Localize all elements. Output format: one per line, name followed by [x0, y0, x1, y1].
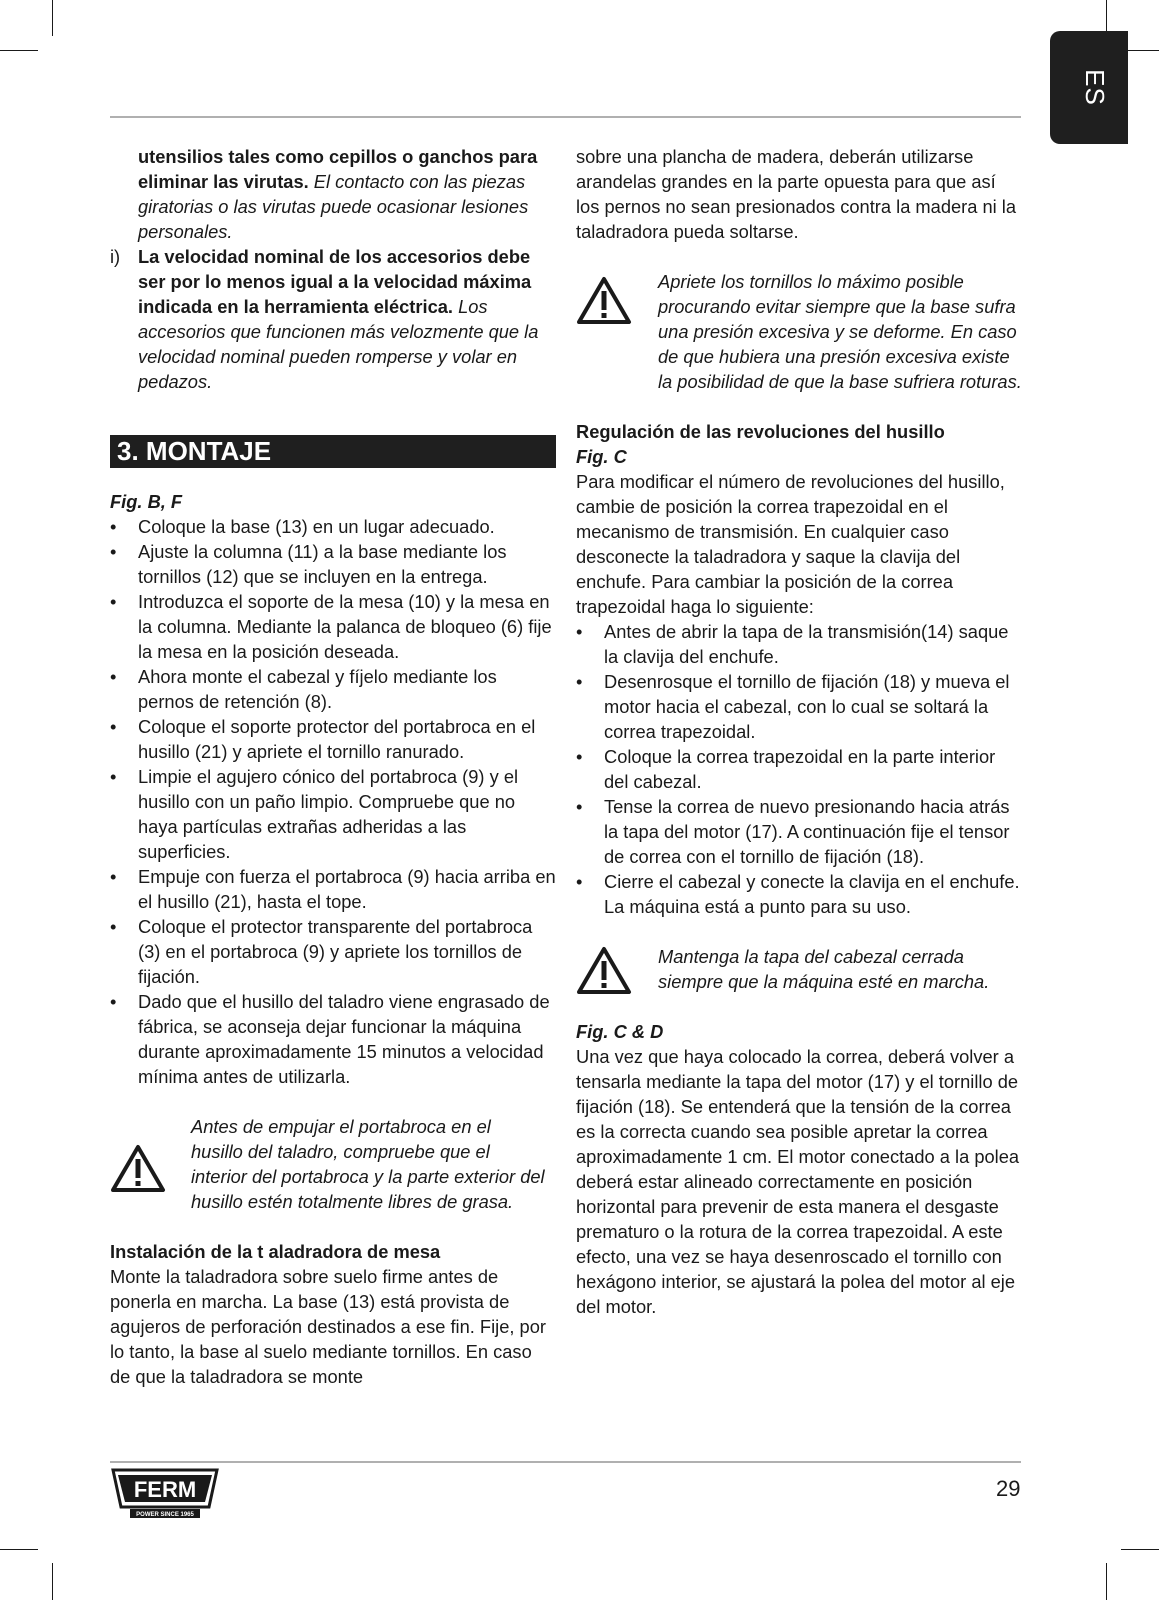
list-item: • Antes de abrir la tapa de la transmisión(14) saque la clavija del enchufe.	[576, 621, 1009, 667]
bullet: •	[576, 621, 583, 642]
header-rule	[110, 116, 1021, 118]
warning-note: Apriete los tornillos lo máximo posible procurando evitar siempre que la base sufra una presión excesiva y se deforme. En caso de que hubiera una presión excesiva existe la posibilidad de que la base sufriera roturas.	[576, 269, 1023, 394]
bullet: •	[576, 746, 583, 767]
list-item: • Coloque el protector transparente del portabroca (3) en el portabroca (9) y apriete los tornillos de fijación.	[110, 916, 533, 987]
bullet: •	[110, 666, 117, 687]
crop-mark	[0, 50, 38, 51]
list-item-i: i) La velocidad nominal de los accesorios debe ser por lo menos igual a la velocidad máxima indicada en la herramienta eléctrica. Los accesorios que funcionen más velozmente que la velocidad nominal pueden romperse y volar en pedazos.	[110, 246, 539, 392]
ferm-logo	[110, 1467, 220, 1519]
bullet: •	[110, 591, 117, 612]
bullet: •	[110, 516, 117, 537]
left-column	[110, 144, 556, 1389]
bullet: •	[110, 916, 117, 937]
crop-mark	[1121, 1549, 1159, 1550]
list-item: • Desenrosque el tornillo de fijación (18) y mueva el motor hacia el cabezal, con lo cual se soltará la correa trapezoidal.	[576, 671, 1010, 742]
list-item: • Introduzca el soporte de la mesa (10) y la mesa en la columna. Mediante la palanca de bloqueo (6) fije la mesa en la posición deseada.	[110, 591, 552, 662]
page-number: 29	[996, 1476, 1021, 1501]
list-item: • Empuje con fuerza el portabroca (9) hacia arriba en el husillo (21), hasta el tope.	[110, 866, 556, 912]
figure-reference: Fig. B, F	[110, 491, 183, 512]
bullet: •	[110, 541, 117, 562]
warning-triangle-icon	[576, 945, 632, 995]
bullet: •	[576, 671, 583, 692]
crop-mark	[52, 0, 53, 36]
bullet: •	[110, 991, 117, 1012]
list-item: • Coloque la base (13) en un lugar adecuado.	[110, 516, 495, 537]
language-tab	[1050, 31, 1128, 144]
list-item: • Tense la correa de nuevo presionando hacia atrás la tapa del motor (17). A continuación fije el tensor de correa con el tornillo de fijación (18).	[576, 796, 1010, 867]
paragraph: sobre una plancha de madera, deberán utilizarse arandelas grandes en la parte opuesta para que así los pernos no sean presionados contra la madera ni la taladradora pueda soltarse.	[576, 146, 1017, 242]
list-item: • Ajuste la columna (11) a la base mediante los tornillos (12) que se incluyen en la entrega.	[110, 541, 507, 587]
bullet: •	[110, 766, 117, 787]
list-item-label: i)	[110, 246, 121, 267]
language-label: ES	[1079, 69, 1110, 106]
bullet: •	[576, 796, 583, 817]
list-item: • Dado que el husillo del taladro viene engrasado de fábrica, se aconseja dejar funcionar la máquina durante aproximadamente 15 minutos a velocidad mínima antes de utilizarla.	[110, 991, 550, 1087]
list-item: • Cierre el cabezal y conecte la clavija en el enchufe. La máquina está a punto para su uso.	[576, 871, 1020, 917]
crop-mark	[1106, 1563, 1107, 1600]
list-item: • Ahora monte el cabezal y fíjelo mediante los pernos de retención (8).	[110, 666, 497, 712]
crop-mark	[52, 1563, 53, 1600]
footer-rule	[110, 1461, 1021, 1463]
list-item: • Coloque el soporte protector del portabroca en el husillo (21) y apriete el tornillo ranurado.	[110, 716, 536, 762]
warning-note: Mantenga la tapa del cabezal cerrada siempre que la máquina esté en marcha.	[576, 944, 1023, 994]
figure-reference: Fig. C & D	[576, 1021, 664, 1042]
bullet: •	[576, 871, 583, 892]
paragraph: Una vez que haya colocado la correa, deberá volver a tensarla mediante la tapa del motor (17) y el tornillo de fijación (18). Se entenderá que la tensión de la correa es la correcta cuando sea posible apretar la correa aproximadamente 1 cm. El motor conectado a la polea deberá estar alineado correctamente en posición horizontal para prevenir de esta manera el desgaste prematuro o la rotura de la correa trapezoidal. A este efecto, una vez se haya desenroscado el tornillo con hexágono interior, se ajustará la polea del motor al eje del motor.	[576, 1046, 1020, 1317]
warning-triangle-icon	[110, 1143, 166, 1193]
bullet: •	[110, 716, 117, 737]
subsection-heading: Instalación de la t aladradora de mesa	[110, 1241, 441, 1262]
continued-paragraph: utensilios tales como cepillos o ganchos para eliminar las virutas. El contacto con las piezas giratorias o las virutas puede ocasionar lesiones personales.	[138, 146, 538, 242]
paragraph: Monte la taladradora sobre suelo firme antes de ponerla en marcha. La base (13) está provista de agujeros de perforación destinados a ese fin. Fije, por lo tanto, la base al suelo mediante tornillos. En caso de que la taladradora se monte	[110, 1266, 546, 1387]
logo-tagline: POWER SINCE 1965	[136, 1512, 194, 1518]
list-item: • Coloque la correa trapezoidal en la parte interior del cabezal.	[576, 746, 996, 792]
right-column	[576, 144, 1023, 1319]
section-title: 3. MONTAJE	[110, 435, 556, 468]
bullet: •	[110, 866, 117, 887]
crop-mark	[0, 1549, 38, 1550]
paragraph: Para modificar el número de revoluciones del husillo, cambie de posición la correa trapezoidal en el mecanismo de transmisión. En cualquier caso desconecte la taladradora y saque la clavija del enchufe. Para cambiar la posición de la correa trapezoidal haga lo siguiente:	[576, 471, 1005, 617]
warning-triangle-icon	[576, 275, 632, 325]
subsection-heading: Regulación de las revoluciones del husillo	[576, 421, 945, 442]
list-item: • Limpie el agujero cónico del portabroca (9) y el husillo con un paño limpio. Compruebe que no haya partículas extrañas adheridas a las superficies.	[110, 766, 519, 862]
figure-reference: Fig. C	[576, 446, 627, 467]
warning-note: Antes de empujar el portabroca en el husillo del taladro, compruebe que el interior del portabroca y la parte exterior del husillo estén totalmente libres de grasa.	[110, 1114, 546, 1214]
logo-name: FERM	[133, 1477, 197, 1502]
